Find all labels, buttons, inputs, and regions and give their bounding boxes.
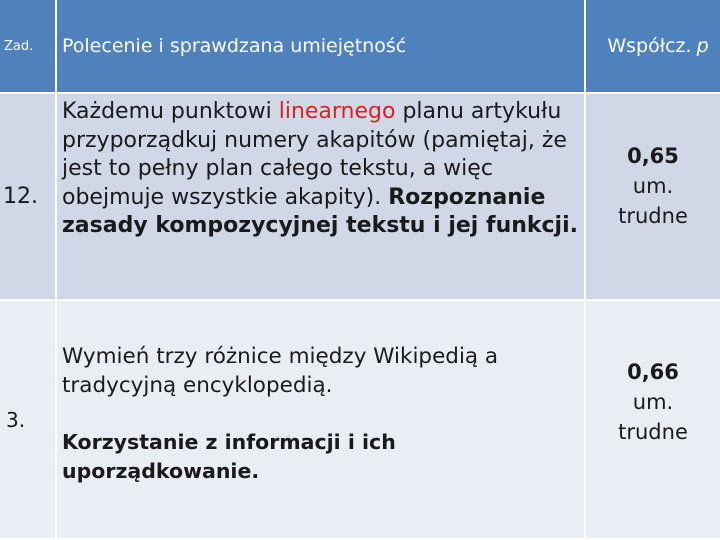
task-text-cont: planu artykułu przyporządkuj numery akapitów (pamiętaj, że jest to pełny plan całego tekstu, a więc obejmuje wszystkie akapity).: [62, 99, 567, 210]
skill-text: Korzystanie z informacji i ich uporządkowanie.: [62, 430, 396, 483]
coefficient-cell: [586, 94, 720, 301]
coefficient-cell: [586, 301, 720, 540]
header-p-label: p: [696, 35, 709, 57]
header-polecenie: Polecenie i sprawdzana umiejętność: [57, 0, 586, 94]
difficulty-label: um. trudne: [618, 173, 688, 228]
task-cell: [57, 94, 586, 301]
task-cell: [57, 301, 586, 540]
task-text: Wymień trzy różnice między Wikipedią a tradycyjną encyklopedią.: [62, 344, 499, 398]
task-text: Każdemu punktowi: [62, 99, 279, 124]
row-number: 3.: [0, 301, 57, 540]
header-wspolczynnik: [586, 0, 720, 94]
difficulty-label: um. trudne: [618, 389, 688, 444]
header-zad: Zad.: [0, 0, 57, 94]
task-highlight: linearnego: [278, 99, 396, 124]
coefficient-value: 0,66: [627, 359, 679, 384]
coefficient-value: 0,65: [627, 143, 679, 168]
skill-text: Rozpoznanie zasady kompozycyjnej tekstu i jej funkcji.: [62, 184, 579, 238]
row-number: 12.: [0, 94, 57, 301]
header-wspolcz-label: Współcz.: [607, 35, 692, 57]
